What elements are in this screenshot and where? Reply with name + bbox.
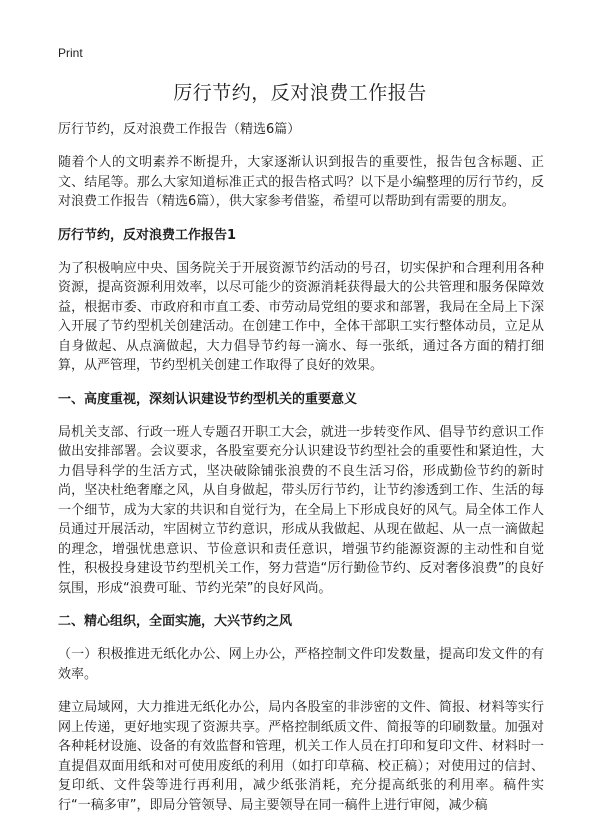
document-subtitle: 厉行节约，反对浪费工作报告（精选6篇） bbox=[58, 122, 301, 137]
heading2-paragraph: 建立局域网，大力推进无纸化办公，局内各股室的非涉密的文件、简报、材料等实行网上传递，更好地实现了资源共享。严格控制纸质文件、简报等的印刷数量。加强对各种耗材设施、设备的有效监督和管理，机关工作人员在打印和复印文件、材料时一直提倡双面用纸和对可使用废纸的利用（如打印草稿、校正稿）；对使用过的信封、复印纸、文件袋等进行再利用，减少纸张消耗，充分提高纸张的利用率。稿件实行“一稿多审”，即局分管领导、局主要领导在同一稿件上进行审阅，减少稿 bbox=[58, 700, 544, 813]
page-title: 厉行节约，反对浪费工作报告 bbox=[173, 82, 427, 104]
section-heading-2: 二、精心组织，全面实施，大兴节约之风 bbox=[58, 614, 293, 629]
section-heading-1: 一、高度重视，深刻认识建设节约型机关的重要意义 bbox=[58, 391, 358, 407]
heading1-paragraph: 局机关支部、行政一班人专题召开职工大会，就进一步转变作风、倡导节约意识工作做出安排部署。会议要求，各股室要充分认识建设节约型社会的重要性和紧迫性，大力倡导科学的生活方式，坚决破除铺张浪费的不良生活习俗，形成勤俭节约的新时尚，坚决杜绝奢靡之风，从自身做起，带头厉行节约，让节约渗透到工作、生活的每一个细节，成为大家的共识和自觉行为，在全局上下形成良好的风气。局全体工作人员通过开展活动，牢固树立节约意识，形成从我做起、从现在做起、从一点一滴做起的理念，增强忧患意识、节俭意识和责任意识，增强节约能源资源的主动性和自觉性，积极投身建设节约型机关工作，努力营造“厉行勤俭节约、反对奢侈浪费”的良好氛围，形成“浪费可耻、节约光荣”的良好风尚。 bbox=[58, 424, 544, 596]
document-body bbox=[58, 120, 544, 828]
intro-paragraph: 随着个人的文明素养不断提升，大家逐渐认识到报告的重要性，报告包含标题、正文、结尾等。那么大家知道标准正式的报告格式吗？以下是小编整理的厉行节约，反对浪费工作报告（精选6篇），供大家参考借鉴，希望可以帮助到有需要的朋友。 bbox=[58, 155, 544, 209]
heading2-subparagraph: （一）积极推进无纸化办公、网上办公，严格控制文件印发数量，提高印发文件的有效率。 bbox=[58, 647, 544, 682]
print-link[interactable]: Print bbox=[58, 46, 83, 60]
section-title: 厉行节约，反对浪费工作报告1 bbox=[58, 227, 237, 243]
section-paragraph: 为了积极响应中央、国务院关于开展资源节约活动的号召，切实保护和合理利用各种资源，提高资源利用效率，以尽可能少的资源消耗获得最大的公共管理和服务保障效益，根据市委、市政府和市直工委、市劳动局党组的要求和部署，我局在全局上下深入开展了节约型机关创建活动。在创建工作中，全体干部职工实行整体动员，立足从自身做起、从点滴做起，大力倡导节约每一滴水、每一张纸，通过各方面的精打细算，从严管理，节约型机关创建工作取得了良好的效果。 bbox=[58, 260, 544, 373]
